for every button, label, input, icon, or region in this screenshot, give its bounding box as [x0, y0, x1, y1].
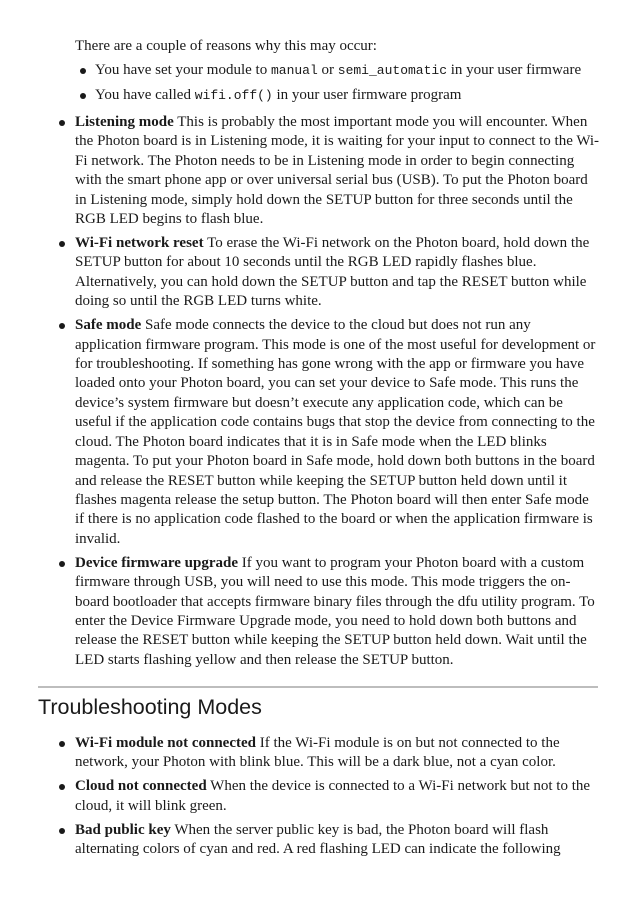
code-manual: manual [270, 63, 318, 78]
bullet-icon [80, 68, 86, 74]
term-label: Safe mode [75, 317, 142, 334]
bullet-icon [80, 93, 86, 99]
term-label: Listening mode [75, 114, 174, 130]
term-description: When the device is connected to a Wi-Fi network but not to the cloud, it will blink green. [75, 778, 591, 814]
reasons-list [75, 61, 615, 112]
bullet-icon [59, 120, 65, 126]
list-item-cloud-not-connected [38, 777, 600, 816]
bullet-icon [59, 828, 65, 834]
term-description: If the Wi-Fi module is on but not connected to the network, your Photon with blink blue. This will be a dark blue, not a cyan color. [75, 735, 560, 771]
code-semi-automatic: semi_automatic [337, 63, 447, 78]
list-item-wifi-network-reset [38, 234, 600, 312]
bullet-icon [59, 561, 65, 567]
section-divider [38, 686, 598, 688]
term-label: Bad public key [75, 821, 171, 838]
list-item-device-firmware-upgrade [38, 554, 600, 670]
list-item-listening-mode [38, 113, 600, 229]
term-label: Device firmware upgrade [75, 554, 239, 571]
modes-list [38, 113, 600, 675]
term-description: If you want to program your Photon board with a custom firmware through USB, you will need to use this mode. This mode triggers the on-board bootloader that accepts firmware binary files through the dfu utility program. To enter the Device Firmware Upgrade mode, you need to hold down both buttons and release the RESET button while keeping the SETUP button held down. Wait until the LED starts flashing yellow and then release the SETUP button. [75, 554, 595, 668]
bullet-icon [59, 741, 65, 747]
term-label: Cloud not connected [75, 778, 207, 795]
term-description: This is probably the most important mode you will encounter. When the Photon board is in Listening mode, it is waiting for your input to connect to the Wi-Fi network. The Photon needs to be in Listening mode in order to begin connecting with the smart phone app or over universal serial bus (USB). To put the Photon board in Listening mode, simply hold down the SETUP button for three seconds until the RGB LED begins to flash blue. [75, 114, 600, 228]
code-wifi-off: wifi.off() [194, 88, 273, 104]
term-description: Safe mode connects the device to the cloud but does not run any application firmware program. This mode is one of the most useful for development or for troubleshooting. If something has gone wrong with the app or firmware you have loaded onto your Photon board, you can set your device to Safe mode. This runs the device’s system firmware but doesn’t execute any application code, which can be useful if the application code contains bugs that stop the device from connecting to the cloud. The Photon board indicates that it is in Safe mode when the LED blinks magenta. To put your Photon board in Safe mode, hold down both buttons in the board and release the RESET button while keeping the SETUP button held down until it flashes magenta release the setup button. The Photon board will then enter Safe mode if there is no application code flashed to the board or when the application firmware is invalid. [75, 317, 596, 547]
list-item-bad-public-key [38, 821, 600, 860]
bullet-icon [59, 323, 65, 329]
troubleshooting-list [38, 734, 600, 864]
term-label: Wi-Fi network reset [75, 235, 204, 252]
term-description: To erase the Wi-Fi network on the Photon board, hold down the SETUP button for about 10 seconds until the RGB LED rapidly flashes blue. Alternatively, you can hold down the SETUP button and tap the RESET button while doing so until the RGB LED turns white. [75, 235, 590, 310]
list-item: You have called wifi.off() in your user firmware program [75, 86, 615, 105]
term-description: When the server public key is bad, the Photon board will flash alternating colors of cyan and red. A red flashing LED can indicate the following [75, 821, 561, 858]
intro-paragraph: There are a couple of reasons why this may occur: [75, 38, 377, 54]
bullet-icon [59, 784, 65, 790]
list-item-wifi-module-not-connected [38, 734, 600, 773]
section-title: Troubleshooting Modes [38, 695, 262, 719]
term-label: Wi-Fi module not connected [75, 735, 256, 751]
list-item-safe-mode [38, 316, 600, 549]
list-item: You have set your module to manual or semi_automatic in your user firmware [75, 61, 615, 80]
bullet-icon [59, 241, 65, 247]
